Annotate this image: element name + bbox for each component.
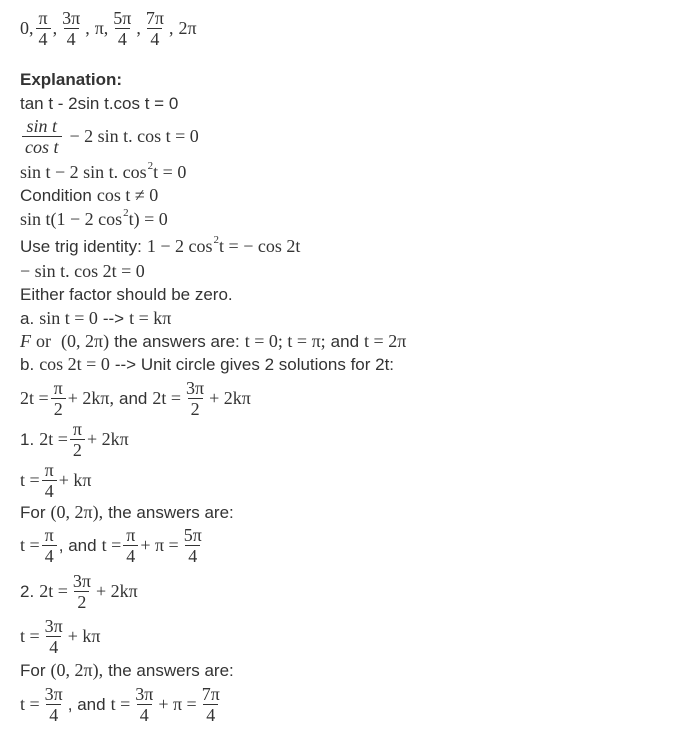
solution-1-interval: For (0, 2π), the answers are: [20, 502, 234, 522]
answer-pi: π, [94, 18, 109, 38]
solution-1-equation: 1. 2t = $\frac{\pi}{2}$ + 2kπ [20, 419, 129, 460]
explanation-heading: Explanation: [20, 70, 123, 89]
solution-2-t: t = $\frac{3\pi}{4}$ + kπ [20, 616, 101, 657]
step-product: − sin t. cos 2t = 0 [20, 261, 145, 281]
solution-2-equation: 2. 2t = $\frac{3\pi}{2}$ + 2kπ [20, 571, 138, 612]
fraction-3pi-over-4: $\frac{3\pi}{4}$ [62, 8, 81, 49]
solution-2-answers: t = $\frac{3\pi}{4}$ , and t = $\frac{3\pi}{4}$ + π = $\frac{7\pi}{4}$ [20, 684, 220, 725]
case-a: a. sin t = 0 --> t = kπ [20, 308, 172, 328]
answer-two-pi: 2π [178, 18, 197, 38]
step-factored: sin t(1 − 2 cos 2 t) = 0 [20, 206, 168, 229]
answer-zero: 0, [20, 18, 34, 38]
step-tan-equation: tan t - 2sin t.cos t = 0 [20, 94, 179, 113]
step-condition: Condition cos t ≠ 0 [20, 185, 159, 205]
step-fraction-equation: $\frac{\text{sin t}}{\text{cos t}}$ − 2 sin t. cos t = 0 [20, 116, 205, 157]
solution-1-answers: t = $\frac{\pi}{4}$ , and t = $\frac{\pi}{4}$ + π = $\frac{5\pi}{4}$ [20, 525, 202, 566]
fraction-5pi-over-4: $\frac{5\pi}{4}$ [113, 8, 132, 49]
case-b-solutions: 2t = $\frac{\pi}{2}$ + 2kπ, and 2t = $\frac{3\pi}{2}$ + 2kπ [20, 378, 251, 419]
solution-2-interval: For (0, 2π), the answers are: [20, 660, 234, 680]
step-sin-equation: sin t − 2 sin t. cos 2 t = 0 [20, 159, 187, 182]
fraction-7pi-over-4: $\frac{7\pi}{4}$ [145, 8, 164, 49]
answer-line: 0, $\frac{\pi}{4}$ , $\frac{3\pi}{4}$ , π, $\frac{5\pi}{4}$ , $\frac{7\pi}{4}$ , 2π [20, 8, 197, 49]
case-a-answers: F or (0, 2π) the answers are: t = 0; t = π; and t = 2π [20, 331, 407, 351]
step-either-factor: Either factor should be zero. [20, 285, 233, 304]
step-trig-identity: Use trig identity: 1 − 2 cos 2 t = − cos 2t [20, 233, 301, 256]
fraction-pi-over-4: $\frac{\pi}{4}$ [36, 8, 51, 49]
case-b: b. cos 2t = 0 --> Unit circle gives 2 solutions for 2t: [20, 354, 395, 374]
solution-1-t: t = $\frac{\pi}{4}$ + kπ [20, 460, 92, 501]
